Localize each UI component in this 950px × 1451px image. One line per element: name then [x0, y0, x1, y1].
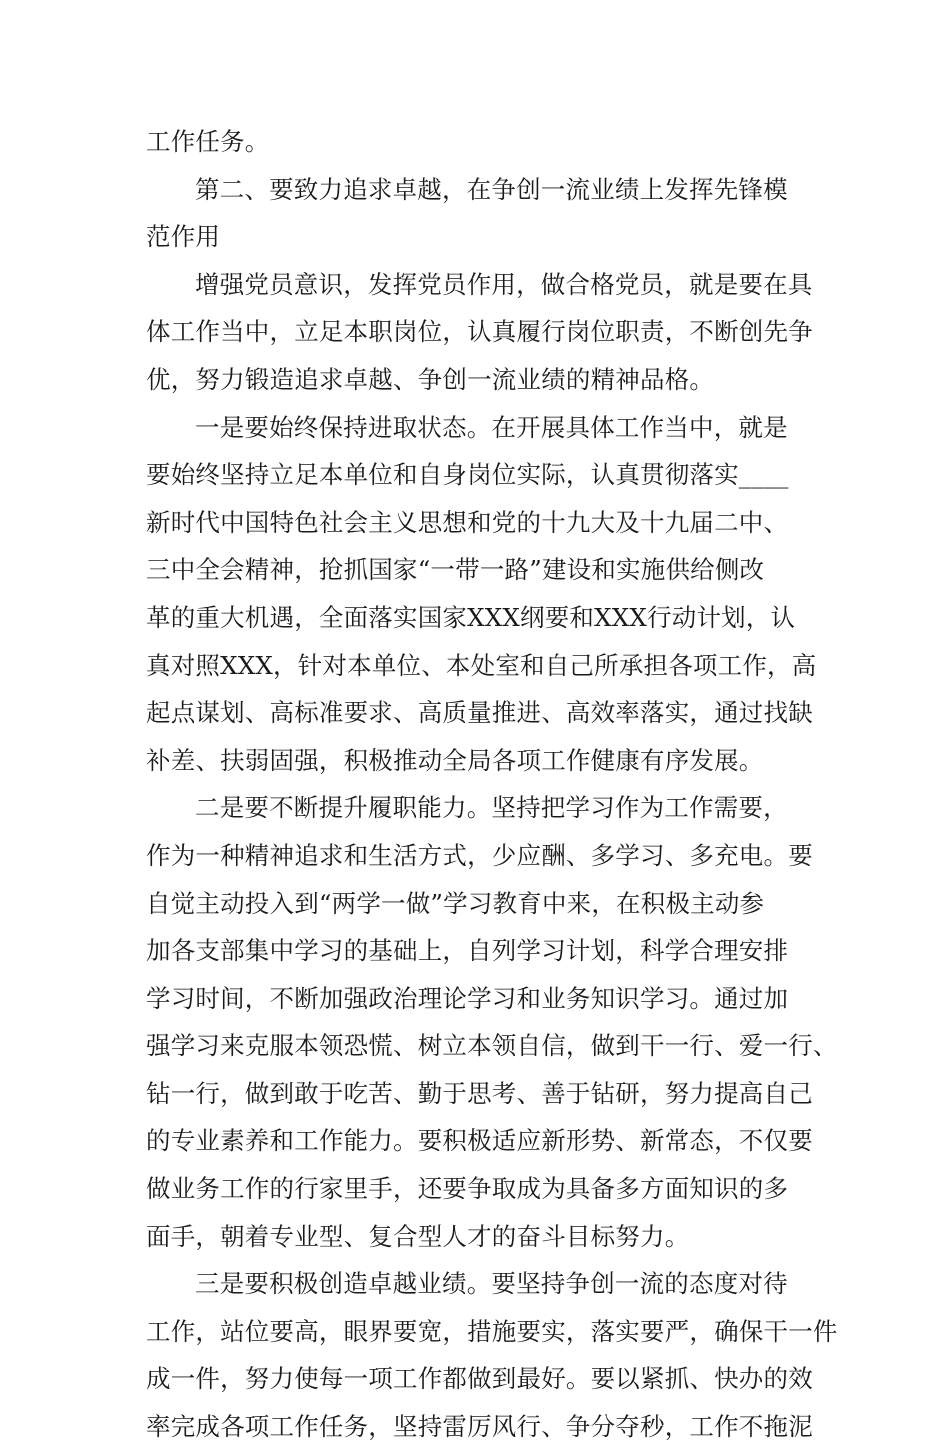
paragraph-first-line: 二是要不断提升履职能力。坚持把学习作为工作需要， [195, 793, 788, 823]
paragraph-first-line: 一是要始终保持进取状态。在开展具体工作当中，就是 [195, 412, 788, 442]
paragraph-first-line: 三是要积极创造卓越业绩。要坚持争创一流的态度对待 [195, 1269, 788, 1299]
text-line: 体工作当中，立足本职岗位，认真履行岗位职责，不断创先争 [146, 317, 813, 347]
text-line: 成一件，努力使每一项工作都做到最好。要以紧抓、快办的效 [146, 1364, 813, 1394]
text-line: 强学习来克服本领恐慌、树立本领自信，做到干一行、爱一行、 [146, 1031, 838, 1061]
text-line: 优，努力锻造追求卓越、争创一流业绩的精神品格。 [146, 364, 715, 394]
text-line: 钻一行，做到敢于吃苦、勤于思考、善于钻研，努力提高自己 [146, 1078, 813, 1108]
text-line: 真对照XXX，针对本单位、本处室和自己所承担各项工作，高 [146, 650, 817, 680]
text-line: 要始终坚持立足本单位和自身岗位实际，认真贯彻落实____ [146, 460, 789, 490]
text-line: 加各支部集中学习的基础上，自列学习计划，科学合理安排 [146, 936, 789, 966]
paragraph-first-line: 增强党员意识，发挥党员作用，做合格党员，就是要在具 [195, 269, 813, 299]
text-line: 自觉主动投入到“两学一做”学习教育中来，在积极主动参 [146, 888, 765, 918]
text-line: 学习时间，不断加强政治理论学习和业务知识学习。通过加 [146, 983, 789, 1013]
text-line: 工作，站位要高，眼界要宽，措施要实，落实要严，确保干一件 [146, 1316, 838, 1346]
text-line: 率完成各项工作任务，坚持雷厉风行、争分夺秒，工作不拖泥 [146, 1412, 813, 1442]
text-line: 做业务工作的行家里手，还要争取成为具备多方面知识的多 [146, 1174, 789, 1204]
text-line: 作为一种精神追求和生活方式，少应酬、多学习、多充电。要 [146, 840, 813, 870]
text-line: 工作任务。 [146, 127, 270, 156]
text-line: 新时代中国特色社会主义思想和党的十九大及十九届二中、 [146, 507, 789, 537]
text-line: 革的重大机遇，全面落实国家XXX纲要和XXX行动计划，认 [146, 602, 796, 632]
section-heading-line: 第二、要致力追求卓越，在争创一流业绩上发挥先锋模 [195, 174, 788, 204]
text-line: 起点谋划、高标准要求、高质量推进、高效率落实，通过找缺 [146, 698, 813, 728]
document-body [146, 118, 838, 1451]
text-line: 三中全会精神，抢抓国家“一带一路”建设和实施供给侧改 [146, 555, 765, 585]
text-line: 的专业素养和工作能力。要积极适应新形势、新常态，不仅要 [146, 1126, 813, 1156]
text-line: 补差、扶弱固强，积极推动全局各项工作健康有序发展。 [146, 745, 764, 775]
section-heading-line: 范作用 [146, 222, 221, 252]
text-line: 面手，朝着专业型、复合型人才的奋斗目标努力。 [146, 1221, 690, 1251]
